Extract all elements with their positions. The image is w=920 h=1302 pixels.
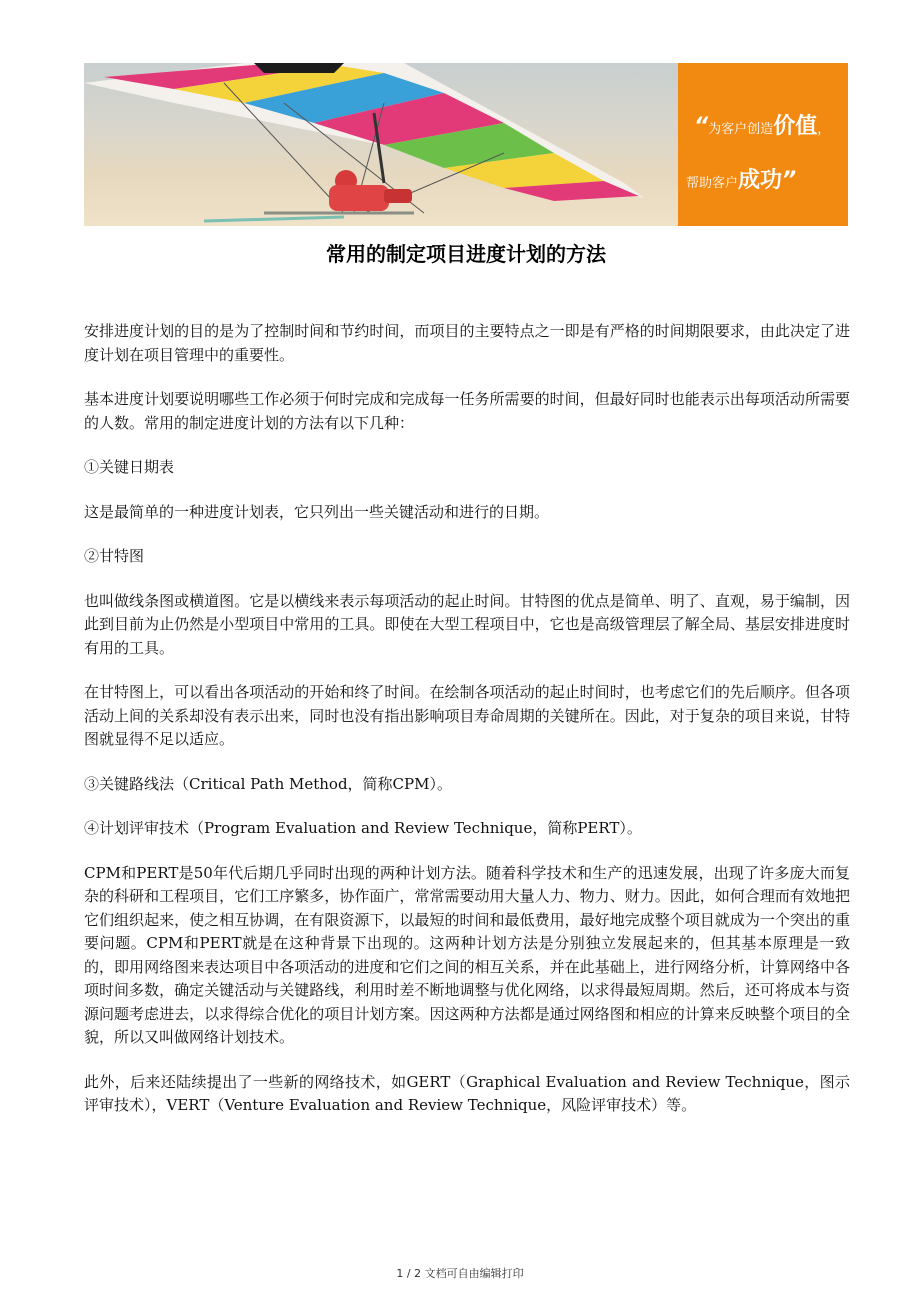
slogan-panel: [678, 63, 848, 226]
page-footer: 1 / 2 文档可自由编辑打印: [396, 1267, 524, 1280]
section-heading: ④计划评审技术（Program Evaluation and Review Technique，简称PERT）。: [84, 819, 642, 837]
slogan-line-1: “为客户创造价值，: [694, 114, 831, 139]
section-heading: ③关键路线法（Critical Path Method，简称CPM）。: [84, 774, 452, 793]
paragraph: 安排进度计划的目的是为了控制时间和节约时间，而项目的主要特点之一即是有严格的时间期限要求，由此决定了进度计划在项目管理中的重要性。: [84, 322, 850, 364]
section-heading: ①关键日期表: [84, 458, 175, 476]
slogan-line-2: 帮助客户成功”: [686, 168, 797, 193]
hang-glider-illustration: [84, 63, 678, 226]
hang-glider-photo: [84, 63, 678, 226]
paragraph: 这是最简单的一种进度计划表，它只列出一些关键活动和进行的日期。: [84, 502, 550, 521]
document-body: [84, 320, 850, 1139]
section-heading: ②甘特图: [84, 547, 145, 565]
paragraph: 基本进度计划要说明哪些工作必须于何时完成和完成每一任务所需要的时间，但最好同时也能表示出每项活动所需要的人数。常用的制定进度计划的方法有以下几种：: [84, 390, 850, 432]
banner: [84, 63, 848, 226]
paragraph: CPM和PERT是50年代后期几乎同时出现的两种计划方法。随着科学技术和生产的迅速发展，出现了许多庞大而复杂的科研和工程项目，它们工序繁多，协作面广，常常需要动用大量人力、物力、财力。因此，如何合理而有效地把它们组织起来，使之相互协调，在有限资源下，以最短的时间和最低费用，最好地完成整个项目就成为一个突出的重要问题。CPM和PERT就是在这种背景下出现的。这两种计划方法是分别独立发展起来的，但其基本原理是一致的，即用网络图来表达项目中各项活动的进度和它们之间的相互关系，并在此基础上，进行网络分析，计算网络中各项时间多数，确定关键活动与关键路线，利用时差不断地调整与优化网络，以求得最短周期。然后，还可将成本与资源问题考虑进去，以求得综合优化的项目计划方案。因这两种方法都是通过网络图和相应的计算来反映整个项目的全貌，所以又叫做网络计划技术。: [84, 863, 850, 1046]
document-title: 常用的制定项目进度计划的方法: [326, 242, 606, 266]
paragraph: 此外，后来还陆续提出了一些新的网络技术，如GERT（Graphical Evaluation and Review Technique，图示评审技术），VERT（Venture Evaluation and Review Technique，风险评审技术）等。: [84, 1072, 850, 1114]
paragraph: 在甘特图上，可以看出各项活动的开始和终了时间。在绘制各项活动的起止时间时，也考虑它们的先后顺序。但各项活动上间的关系却没有表示出来，同时也没有指出影响项目寿命周期的关键所在。因此，对于复杂的项目来说，甘特图就显得不足以适应。: [84, 683, 850, 748]
paragraph: 也叫做线条图或横道图。它是以横线来表示每项活动的起止时间。甘特图的优点是简单、明了、直观，易于编制，因此到目前为止仍然是小型项目中常用的工具。即使在大型工程项目中，它也是高级管理层了解全局、基层安排进度时有用的工具。: [84, 591, 850, 657]
